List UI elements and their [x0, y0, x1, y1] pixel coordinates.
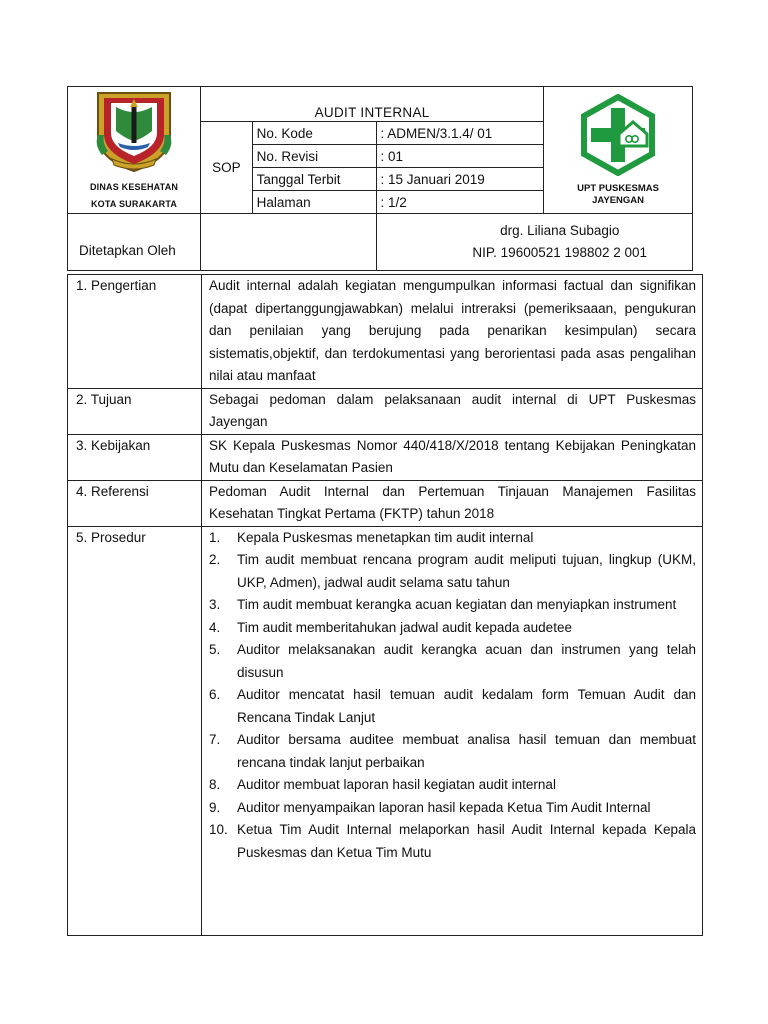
step-text: Tim audit membuat kerangka acuan kegiatan dan menyiapkan instrument	[237, 597, 677, 612]
field-label-kode: No. Kode	[252, 122, 377, 145]
step-number: 9.	[209, 799, 221, 815]
step-text: Kepala Puskesmas menetapkan tim audit internal	[237, 529, 534, 545]
field-label-halaman: Halaman	[252, 191, 377, 214]
section-text-pengertian: Audit internal adalah kegiatan mengumpulkan informasi factual dan signifikan (dapat dipertanggungjawabkan) melalui intreraksi (pemeriksaaan, pengukuran dan penilaian yang berujung pada penarikan kesimpulan) secara sistematis,objektif, dan terdokumentasi yang berorientasi pada asas pengalihan nilai atau manfaat	[202, 275, 703, 389]
section-text-referensi: Pedoman Audit Internal dan Pertemuan Tinjauan Manajemen Fasilitas Kesehatan Tingkat Pertama (FKTP) tahun 2018	[202, 480, 703, 526]
agency-logo-cell	[68, 87, 201, 214]
procedure-list	[209, 527, 696, 865]
step-text: Auditor menyampaikan laporan hasil kepada Ketua Tim Audit Internal	[237, 799, 651, 815]
step-text: Tim audit memberitahukan jadwal audit kepada audetee	[237, 619, 572, 635]
procedure-step	[209, 527, 696, 550]
procedure-step	[209, 617, 696, 640]
puskesmas-name-line1: UPT PUSKESMAS	[577, 182, 659, 194]
section-label-tujuan: 2. Tujuan	[68, 388, 202, 434]
step-number: 7.	[209, 732, 221, 747]
procedure-step	[209, 639, 696, 684]
step-number: 2.	[209, 552, 221, 567]
field-value-kode: : ADMEN/3.1.4/ 01	[377, 122, 544, 145]
step-text: Tim audit membuat rencana program audit meliputi tujuan, lingkup (UKM, UKP, Admen), jadwal audit selama satu tahun	[237, 552, 696, 590]
procedure-step	[209, 594, 696, 617]
sop-header-table	[67, 86, 693, 271]
step-number: 8.	[209, 777, 221, 792]
field-label-revisi: No. Revisi	[252, 145, 377, 168]
signatory-name: drg. Liliana Subagio	[500, 223, 620, 238]
step-text: Ketua Tim Audit Internal melaporkan hasil Audit Internal kepada Kepala Puskesmas dan Ketua Tim Mutu	[237, 822, 696, 860]
section-label-prosedur: 5. Prosedur	[68, 526, 202, 935]
document-title: AUDIT INTERNAL	[201, 87, 544, 122]
section-prosedur	[68, 526, 703, 935]
step-number: 10.	[209, 822, 228, 837]
signatory-block	[377, 214, 693, 271]
procedure-step	[209, 774, 696, 797]
ditetapkan-label: Ditetapkan Oleh	[68, 214, 201, 271]
section-text-kebijakan: SK Kepala Puskesmas Nomor 440/418/X/2018 tentang Kebijakan Peningkatan Mutu dan Keselamatan Pasien	[202, 434, 703, 480]
procedure-step	[209, 684, 696, 729]
puskesmas-logo-cell	[544, 87, 693, 214]
sop-content-table	[67, 274, 703, 936]
step-text: Auditor membuat laporan hasil kegiatan audit internal	[237, 777, 556, 792]
section-label-referensi: 4. Referensi	[68, 480, 202, 526]
procedure-step	[209, 729, 696, 774]
step-text: Auditor bersama auditee membuat analisa hasil temuan dan membuat rencana tindak lanjut perbaikan	[237, 732, 696, 770]
section-label-pengertian: 1. Pengertian	[68, 275, 202, 389]
field-value-halaman: : 1/2	[377, 191, 544, 214]
section-label-kebijakan: 3. Kebijakan	[68, 434, 202, 480]
kota-surakarta-crest-icon	[94, 89, 174, 173]
field-value-tanggal: : 15 Januari 2019	[377, 168, 544, 191]
step-number: 3.	[209, 597, 221, 612]
procedure-step	[209, 797, 696, 820]
section-text-tujuan: Sebagai pedoman dalam pelaksanaan audit internal di UPT Puskesmas Jayengan	[202, 388, 703, 434]
section-pengertian	[68, 275, 703, 389]
procedure-step	[209, 819, 696, 864]
field-label-tanggal: Tanggal Terbit	[252, 168, 377, 191]
section-tujuan	[68, 388, 703, 434]
agency-name-line1: DINAS KESEHATAN	[89, 182, 179, 192]
section-kebijakan	[68, 434, 703, 480]
field-value-revisi: : 01	[377, 145, 544, 168]
blank-cell	[201, 214, 377, 271]
section-text-prosedur	[202, 526, 703, 935]
step-text: Auditor mencatat hasil temuan audit kedalam form Temuan Audit dan Rencana Tindak Lanjut	[237, 687, 696, 725]
step-number: 1.	[209, 529, 221, 545]
puskesmas-name-line2: JAYENGAN	[592, 194, 645, 206]
sop-label: SOP	[201, 122, 253, 214]
step-number: 5.	[209, 642, 221, 657]
agency-name-line2: KOTA SURAKARTA	[90, 199, 178, 209]
step-number: 6.	[209, 687, 221, 702]
section-referensi	[68, 480, 703, 526]
step-number: 4.	[209, 619, 221, 635]
procedure-step	[209, 549, 696, 594]
step-text: Auditor melaksanakan audit kerangka acuan dan instrumen yang telah disusun	[237, 642, 696, 680]
signatory-nip: NIP. 19600521 198802 2 001	[472, 245, 648, 260]
puskesmas-logo-icon	[577, 94, 659, 176]
